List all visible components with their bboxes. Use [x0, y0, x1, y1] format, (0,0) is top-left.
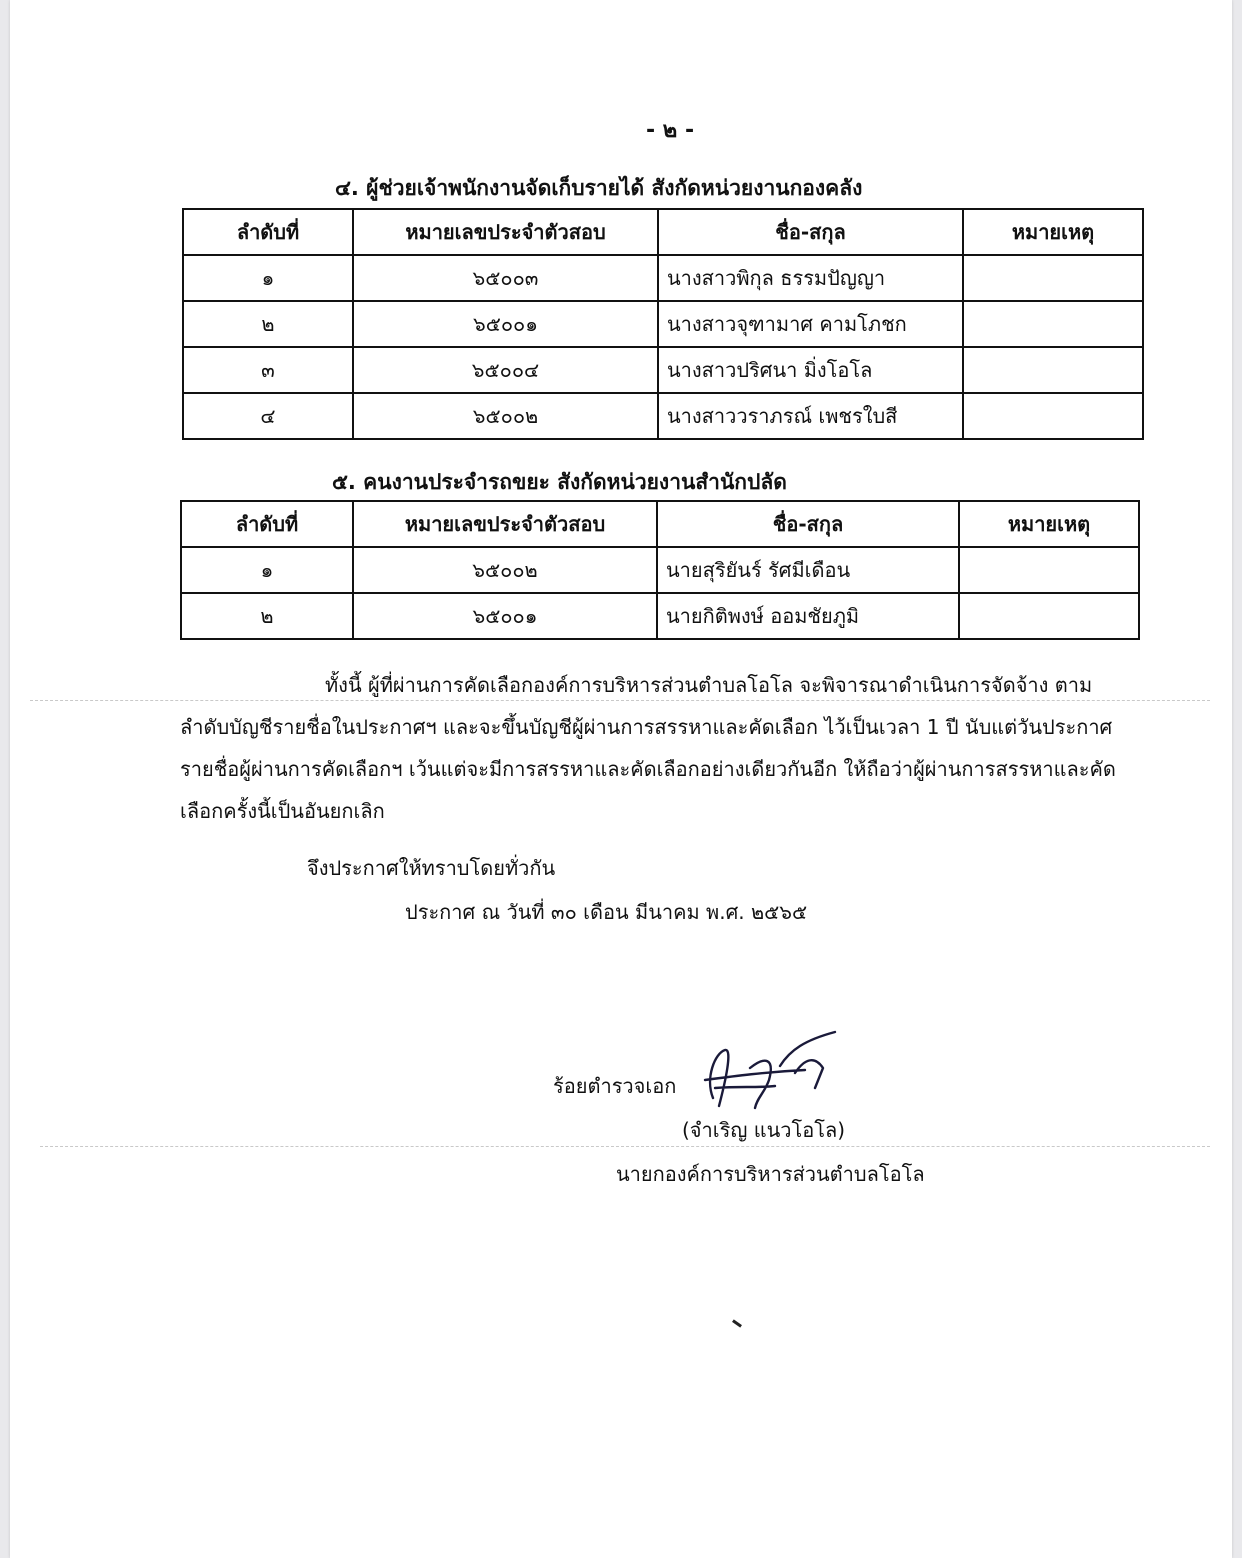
table-row: [183, 393, 1143, 439]
column-header-note: หมายเหตุ: [963, 209, 1143, 255]
column-header-exam-id: หมายเลขประจำตัวสอบ: [353, 209, 658, 255]
body-paragraph: ทั้งนี้ ผู้ที่ผ่านการคัดเลือกองค์การบริหารส่วนตำบลโอโล จะพิจารณาดำเนินการจัดจ้าง ตามลำดับบัญชีรายชื่อในประกาศฯ และจะขึ้นบัญชีผู้ผ่านการสรรหาและคัดเลือก ไว้เป็นเวลา 1 ปี นับแต่วันประกาศรายชื่อผู้ผ่านการคัดเลือกฯ เว้นแต่จะมีการสรรหาและคัดเลือกอย่างเดียวกันอีก ให้ถือว่าผู้ผ่านการสรรหาและคัดเลือกครั้งนี้เป็นอันยกเลิก: [180, 673, 1116, 823]
column-header-exam-id: หมายเลขประจำตัวสอบ: [353, 501, 657, 547]
cell-name: นางสาวจุฑามาศ คามโภชก: [658, 301, 963, 347]
table-row: [181, 593, 1139, 639]
cell-exam-id: ๖๕๐๐๔: [353, 347, 658, 393]
cell-note: [963, 301, 1143, 347]
cell-exam-id: ๖๕๐๐๒: [353, 547, 657, 593]
cell-name: นางสาวปริศนา มิ่งโอโล: [658, 347, 963, 393]
table-row: [181, 547, 1139, 593]
column-header-name: ชื่อ-สกุล: [657, 501, 959, 547]
cell-note: [959, 593, 1139, 639]
table-row: [183, 255, 1143, 301]
stray-mark: [732, 1319, 742, 1327]
cell-order: ๑: [181, 547, 353, 593]
cell-name: นายกิติพงษ์ ออมชัยภูมิ: [657, 593, 959, 639]
cell-exam-id: ๖๕๐๐๑: [353, 593, 657, 639]
cell-note: [963, 393, 1143, 439]
cell-exam-id: ๖๕๐๐๒: [353, 393, 658, 439]
section-5-table: [180, 500, 1140, 640]
document-page: [10, 0, 1232, 1558]
cell-order: ๒: [183, 301, 353, 347]
cell-order: ๑: [183, 255, 353, 301]
scan-line: [40, 1146, 1210, 1147]
cell-order: ๓: [183, 347, 353, 393]
cell-note: [963, 255, 1143, 301]
cell-note: [959, 547, 1139, 593]
cell-name: นางสาวพิกุล ธรรมปัญญา: [658, 255, 963, 301]
section-5-heading: ๕. คนงานประจำรถขยะ สังกัดหน่วยงานสำนักปลัด: [332, 470, 787, 494]
signer-position: นายกองค์การบริหารส่วนตำบลโอโล: [616, 1162, 925, 1186]
signer-name: (จำเริญ แนวโอโล): [682, 1118, 846, 1142]
cell-note: [963, 347, 1143, 393]
table-row: [183, 347, 1143, 393]
cell-exam-id: ๖๕๐๐๑: [353, 301, 658, 347]
cell-order: ๒: [181, 593, 353, 639]
page-number: - ๒ -: [646, 118, 695, 143]
column-header-order: ลำดับที่: [181, 501, 353, 547]
cell-exam-id: ๖๕๐๐๓: [353, 255, 658, 301]
announce-line: จึงประกาศให้ทราบโดยทั่วกัน: [307, 856, 556, 880]
cell-order: ๔: [183, 393, 353, 439]
section-4-table: [182, 208, 1144, 440]
date-line: ประกาศ ณ วันที่ ๓๐ เดือน มีนาคม พ.ศ. ๒๕๖๕: [405, 900, 808, 924]
column-header-name: ชื่อ-สกุล: [658, 209, 963, 255]
handwritten-signature: [695, 1028, 845, 1118]
section-4-heading: ๔. ผู้ช่วยเจ้าพนักงานจัดเก็บรายได้ สังกัดหน่วยงานกองคลัง: [335, 176, 863, 200]
table-header-row: [183, 209, 1143, 255]
table-row: [183, 301, 1143, 347]
cell-name: นางสาววราภรณ์ เพชรใบสี: [658, 393, 963, 439]
column-header-order: ลำดับที่: [183, 209, 353, 255]
signer-rank: ร้อยตำรวจเอก: [553, 1074, 677, 1098]
cell-name: นายสุริยันร์ รัศมีเดือน: [657, 547, 959, 593]
table-header-row: [181, 501, 1139, 547]
column-header-note: หมายเหตุ: [959, 501, 1139, 547]
